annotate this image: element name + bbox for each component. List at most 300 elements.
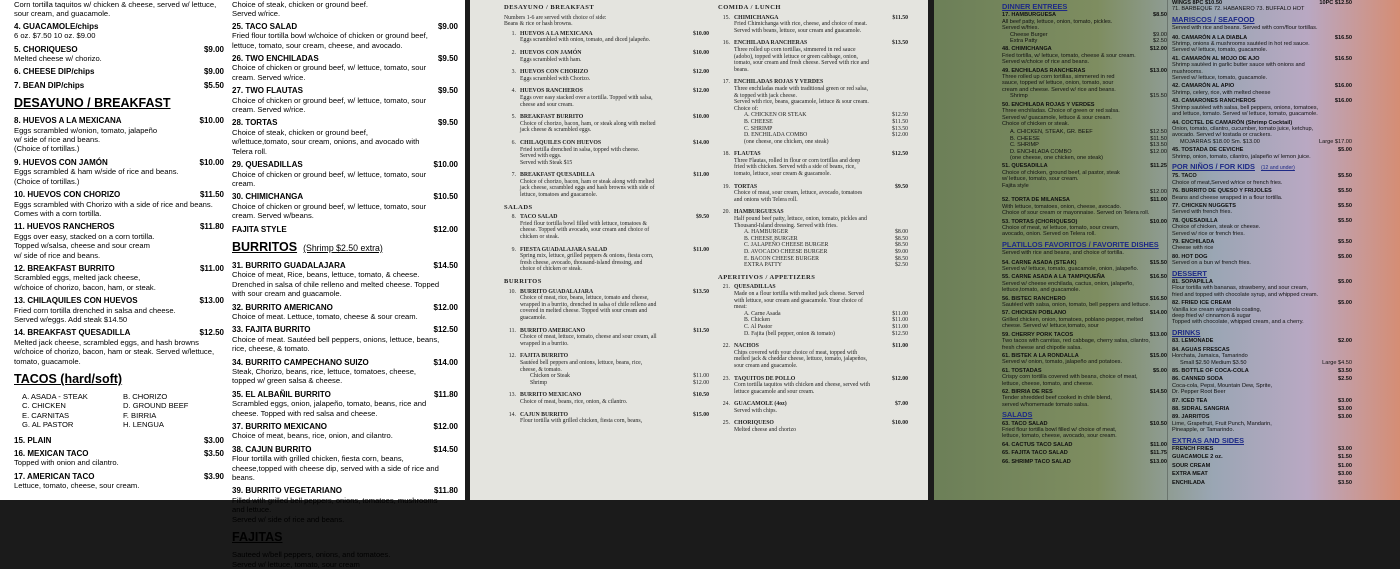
item-price: $3.00	[1338, 445, 1352, 452]
item-description: Chips covered with your choice of meat, topped with melted jack & cheddar cheese, lettuce, tomato, jalapeños, sour cream and guacamole.	[734, 349, 868, 369]
section-heading	[1172, 14, 1352, 24]
menu-item	[232, 118, 458, 156]
option-price: $9.00	[1153, 31, 1167, 38]
item-price: $5.00	[1338, 253, 1352, 260]
option-name: D. ENCHILADA COMBO	[1010, 148, 1072, 155]
menu-item	[504, 88, 709, 108]
menu-item	[1002, 12, 1167, 44]
item-name: 29. QUESADILLAS	[232, 160, 303, 170]
item-name: BURRITO AMERICANO	[520, 327, 586, 334]
section-title: POR NIÑOS / FOR KIDS	[1172, 161, 1255, 171]
option-name: EXTRA PATTY	[744, 262, 782, 269]
item-price: $10.00	[693, 30, 709, 37]
menu-item	[504, 392, 709, 405]
item-description: Melted jack cheese, scrambled eggs, and hash browns w/choice of chorizo, bacon, ham or steak. Served w/lettuce, tomato, guacamole.	[14, 337, 215, 366]
menu-column	[504, 0, 709, 500]
item-description: Grilled chicken, onion, tomatoes, poblano pepper, melted cheese. Served w/ lettuce,tomato, sour	[1002, 316, 1144, 330]
item-price: $10.50	[433, 192, 458, 202]
item-name: 48. CHIMICHANGA	[1002, 46, 1052, 53]
item-name: 55. CARNE ASADA A LA TAMPIQUEÑA	[1002, 274, 1105, 281]
item-description: Eggs scrambled with Chorizo.	[520, 75, 591, 82]
item-description: Choice of meat. Lettuce, tomato, cheese & sour cream.	[232, 311, 418, 321]
section-title: BURRITOS	[232, 239, 298, 254]
menu-item	[232, 160, 458, 188]
item-description: Choice of chorizo, bacon, ham or steak along with melted jack cheese, scrambled eggs and hash browns with side of lettuce, tomatoes and guacamole.	[520, 178, 655, 199]
section-heading	[718, 5, 908, 12]
option-name: D. Fajita (bell pepper, onion & tomato)	[744, 330, 835, 337]
menu-item	[1172, 279, 1352, 298]
item-name: 59. CHERRY PORK TACOS	[1002, 331, 1074, 338]
item-name: 12. BREAKFAST BURRITO	[14, 263, 115, 273]
item-name: CAJUN BURRITO	[520, 411, 569, 418]
item-price: $3.00	[1338, 414, 1352, 421]
menu-item	[504, 214, 709, 240]
item-name: 41. CAMARÓN AL MOJO DE AJO	[1172, 55, 1260, 62]
option-name: D. AVOCADO CHEESE BURGER	[744, 249, 828, 255]
menu-item	[718, 284, 908, 337]
item-description: Two tacos with carnitas, red cabbage, cherry salsa, cilantro, fresh cheese and chipotle salsa.	[1002, 338, 1150, 351]
option-name: Cheese Burger	[1010, 31, 1048, 38]
menu-item	[504, 172, 709, 198]
menu-item	[1172, 56, 1352, 82]
item-name: 61. BISTEK A LA RONDALLA	[1002, 352, 1079, 359]
item-price: $9.00	[203, 67, 224, 77]
item-name: 35. EL ALBAÑIL BURRITO	[232, 389, 331, 399]
item-name: BURRITO MEXICANO	[520, 392, 582, 399]
menu-item	[14, 296, 224, 324]
section-note: Sauteed w/bell peppers, onions, and tomatoes. Served w/ lettuce, tomato, sour cream	[232, 550, 391, 569]
menu-item	[1002, 310, 1167, 329]
item-description: Sautéed with salsa, onion, tomato, bell peppers and lettuce.	[1002, 302, 1151, 309]
section-title: DESSERT	[1172, 268, 1207, 278]
item-description: Flour tortilla with grilled chicken, fiesta corn, beans, cheese,topped with cheese dip, served with a side of rice and beans.	[232, 454, 439, 483]
item-name: TACO SALAD	[520, 214, 558, 221]
menu-item	[504, 289, 709, 322]
item-description: Eggs scrambled w/onion, tomato, jalapeño w/ side of rice and beans. (Choice of tortillas.)	[14, 125, 158, 154]
option-name: A. CHICKEN, STEAK, GR. BEEF	[1010, 129, 1093, 136]
item-name: EXTRA MEAT	[1172, 471, 1208, 478]
option-price: $2.50	[1153, 38, 1167, 45]
item-name: 75. TACO	[1172, 173, 1197, 180]
item-description: Three enchiladas made with traditional green or red salsa, & topped with jack cheese. Served with rice, beans, guacamole, lettuce & sour cream. Choice of:	[734, 85, 869, 112]
item-description: Served w/ onion, tomato, jalapeño and potatoes.	[1002, 359, 1123, 366]
menu-item	[1172, 463, 1352, 469]
option-name: C. JALAPEÑO CHEESE BURGER	[744, 242, 829, 249]
item-name: NACHOS	[734, 343, 759, 350]
item-number: 8.	[511, 214, 516, 221]
item-description: Eggs scrambled with ham.	[520, 56, 582, 63]
option-name: Shrimp	[1010, 93, 1028, 100]
item-price: $12.50	[433, 325, 458, 335]
item-name: 79. ENCHILADA	[1172, 239, 1215, 245]
item-name: 83. LEMONADE	[1172, 338, 1214, 345]
menu-item	[232, 192, 458, 220]
menu-item	[718, 184, 908, 204]
item-number: 1.	[511, 30, 516, 37]
item-price: $10.00	[199, 157, 224, 167]
menu-item	[1172, 376, 1352, 395]
option-price: $8.50	[894, 235, 908, 242]
item-number: 15.	[722, 14, 730, 21]
section-title: DRINKS	[1172, 327, 1201, 337]
item-name: 9. HUEVOS CON JAMÓN	[14, 157, 108, 167]
item-name: WINGS 8PC $10.50	[1172, 0, 1223, 6]
section-heading	[504, 279, 709, 286]
item-description: Three Flautas, rolled in flour or corn tortillas and deep fried with chicken. Served with a side of beans, rice, tomato, lettuce, sour cream & guacamole.	[734, 157, 861, 178]
section-heading	[1002, 239, 1167, 249]
item-price: $10.00	[892, 420, 908, 427]
meat-option: A. ASADA - STEAK	[22, 392, 88, 401]
menu-item	[504, 140, 709, 166]
option-name: Chicken or Steak	[530, 373, 570, 380]
item-name: FRENCH FRIES	[1172, 445, 1214, 452]
menu-item	[718, 209, 908, 268]
item-name: FAJITA STYLE	[232, 224, 287, 234]
item-price: $3.90	[203, 471, 224, 481]
section-title: FAJITAS	[232, 530, 283, 545]
item-name: 50. ENCHILADA ROJAS Y VERDES	[1002, 101, 1095, 108]
item-price: $11.50	[693, 327, 709, 334]
menu-column	[718, 0, 908, 500]
item-price: $12.50	[892, 151, 908, 158]
item-name: 32. BURRITO AMERICANO	[232, 302, 333, 312]
item-price: $5.50	[203, 80, 224, 90]
item-name: 31. BURRITO GUADALAJARA	[232, 260, 346, 270]
item-description: Served w/ cheese enchilada, cactus, onion, jalapeño, lettuce,tomato, and guacamole.	[1002, 280, 1134, 294]
option-name: A. Carne Asada	[744, 310, 781, 317]
item-description: Scrambled eggs, melted jack cheese, w/choice of chorizo, bacon, ham, or steak.	[14, 273, 156, 292]
menu-item	[1172, 147, 1352, 160]
menu-item	[504, 31, 709, 44]
item-number: 25.	[722, 420, 730, 427]
item-price: $3.00	[1338, 397, 1352, 404]
section-title: MARISCOS / SEAFOOD	[1172, 14, 1255, 24]
item-name: FIESTA GUADALAJARA SALAD	[520, 246, 608, 253]
item-name: 38. CAJUN BURRITO	[232, 444, 312, 454]
item-price: $9.00	[437, 21, 458, 31]
option-name: B. CHEESE	[744, 118, 773, 125]
option-name: B. CHEESE BURGER	[744, 235, 798, 242]
item-number: 17.	[722, 79, 730, 86]
option-name: C. Al Pastor	[744, 323, 773, 330]
menu-item	[14, 436, 224, 445]
item-price: $5.00	[1338, 300, 1352, 307]
section-note: Served with rice and beans, and choice of tortilla.	[1002, 250, 1124, 257]
section-title: PLATILLOS FAVORITOS / FAVORITE DISHES	[1002, 239, 1159, 249]
menu-item	[504, 328, 709, 348]
option-name: Small $2.50 Medium $3.50	[1180, 359, 1247, 366]
item-name: 87. ICED TEA	[1172, 397, 1208, 404]
item-name: 26. TWO ENCHILADAS	[232, 54, 319, 64]
section-title: TACOS (hard/soft)	[14, 372, 123, 386]
item-name: 49. ENCHILADAS RANCHERAS	[1002, 67, 1086, 74]
option-name: A. CHICKEN OR STEAK	[744, 112, 807, 119]
item-name: FLAUTAS	[734, 151, 761, 158]
item-number: 10.	[508, 288, 516, 295]
item-name: 44. COCTEL DE CAMARÓN (Shrimp Cocktail)	[1172, 119, 1293, 126]
item-number: 22.	[722, 343, 730, 350]
item-name: 5. CHORIQUESO	[14, 44, 78, 54]
item-number: 6.	[511, 139, 516, 146]
section-heading	[1002, 412, 1167, 418]
item-number: 2.	[511, 49, 516, 56]
option-name: (one cheese, one chicken, one steak)	[744, 138, 829, 145]
option-price: $12.00	[892, 132, 908, 139]
menu-item	[1002, 197, 1167, 216]
section-heading	[232, 530, 458, 545]
item-price: $11.80	[199, 222, 224, 232]
item-description: Choice of chorizo, bacon, ham, or steak along with melted jack cheese & scrambled eggs.	[520, 120, 656, 134]
item-price: $10.00	[693, 114, 709, 121]
menu-item	[1002, 332, 1167, 351]
section-title: EXTRAS AND SIDES	[1172, 435, 1245, 445]
menu-item	[1172, 446, 1352, 452]
item-price: $12.50	[199, 328, 224, 338]
option-price: $13.50	[1149, 142, 1167, 149]
item-price: $11.75	[1150, 450, 1167, 457]
item-price: $11.80	[433, 486, 458, 496]
menu-item	[14, 328, 224, 366]
item-name: 82. FRIED ICE CREAM	[1172, 300, 1232, 307]
item-name: ENCHILADAS ROJAS Y VERDES	[734, 79, 824, 86]
section-heading	[1172, 327, 1352, 337]
item-name: 6. CHEESE DIP/chips	[14, 67, 95, 77]
item-number: 12.	[508, 353, 516, 360]
item-price: $15.50	[1149, 259, 1167, 266]
section-title: DESAYUNO / BREAKFAST	[504, 4, 595, 11]
item-description: Served w/ lettuce, tomato, guacamole, onion, jalapeño.	[1002, 266, 1139, 273]
menu-item	[14, 472, 224, 491]
item-description: Shrimp, onions & mushrooms sautéed in hot red sauce. Served w/ lettuce, tomato, guacamole.	[1172, 41, 1310, 54]
section-note: (Shrimp $2.50 extra)	[303, 242, 383, 253]
item-number: 7.	[511, 172, 516, 179]
item-description: Three rolled up corn tortillas, simmered in red sauce, topped w/ lettuce, onion, tomato, sour cream and cheese. Served w/ rice and beans.	[1002, 74, 1116, 93]
item-description: Steak, Chorizo, beans, rice, lettuce, tomatoes, cheese, topped w/ green salsa & cheese.	[232, 367, 417, 386]
item-description: All beef patty, lettuce, onion, tomato, pickles. Served w/fries.	[1002, 18, 1113, 32]
item-name: 4. GUACAMOLE/chips	[14, 21, 99, 31]
menu-item	[1172, 239, 1352, 252]
item-price: $12.00	[1149, 46, 1167, 53]
item-description: Half pound beef patty, lettuce, onion, tomato, pickles and Thousand-Island dressing. Served with fries.	[734, 216, 867, 229]
item-description: Served on a bun w/ french fries.	[1172, 260, 1251, 267]
option-price: $11.50	[892, 118, 908, 125]
menu-item	[1172, 300, 1352, 326]
option-price: $2.50	[894, 262, 908, 269]
item-name: 52. TORTA DE MILANESA	[1002, 197, 1070, 204]
item-number: 14.	[508, 411, 516, 418]
menu-item	[1002, 68, 1167, 100]
item-price: $13.50	[693, 288, 709, 295]
item-name: 10. HUEVOS CON CHORIZO	[14, 190, 121, 200]
option-price: $12.50	[892, 330, 908, 337]
item-price: $12.00	[693, 69, 709, 76]
item-description: Eggs scrambled with Chorizo with a side of rice and beans. Comes with a corn tortilla.	[14, 199, 213, 218]
menu-item	[232, 422, 458, 441]
item-name: 53. TORTAS (CHORIQUESO)	[1002, 218, 1078, 225]
item-description: Eggs over easy stacked over a tortilla. Topped with salsa, cheese and sour cream.	[520, 94, 653, 108]
item-price: $14.50	[433, 260, 458, 270]
column-divider	[1167, 0, 1168, 500]
item-description: 6 oz. $7.50 10 oz. $9.00	[14, 31, 96, 41]
item-name: 66. SHRIMP TACO SALAD	[1002, 458, 1071, 465]
item-description: Sautéed bell peppers and onions, lettuce, beans, rice, cheese, & tomato.	[520, 359, 643, 373]
item-number: 20.	[722, 209, 730, 216]
menu-item	[1172, 454, 1352, 460]
item-description: Beans and cheese wrapped in a flour tortilla.	[1172, 194, 1283, 201]
item-name: 30. CHIMICHANGA	[232, 192, 304, 202]
item-price: $3.00	[1338, 471, 1352, 478]
item-name: HUEVOS CON CHORIZO	[520, 69, 589, 76]
item-name: 57. CHICKEN POBLANO	[1002, 310, 1067, 317]
option-price: $12.00	[693, 379, 709, 386]
menu-item	[232, 325, 458, 353]
item-description: Eggs scrambled with onion, tomato, and diced jalapeño.	[520, 37, 651, 44]
item-name: 43. CAMARONES RANCHEROS	[1172, 98, 1256, 105]
item-description: Fried tortilla, w/ lettuce, tomato, cheese & sour cream. Served w/choice of rice and beans.	[1002, 52, 1136, 66]
item-name: 14. BREAKFAST QUESADILLA	[14, 328, 131, 338]
menu-column	[232, 0, 458, 569]
item-description: Choice of chicken, steak or cheese. Served w/ rice or french fries.	[1172, 224, 1261, 237]
taco-meat-options	[22, 392, 224, 430]
item-price: $1.50	[1338, 454, 1352, 461]
item-number: 24.	[722, 401, 730, 408]
option-price: $8.50	[894, 255, 908, 262]
menu-item	[14, 158, 224, 186]
menu-item	[14, 22, 224, 41]
item-price: $5.00	[1153, 367, 1167, 374]
item-name: 64. CACTUS TACO SALAD	[1002, 441, 1073, 448]
menu-item	[718, 343, 908, 369]
item-price: $3.50	[1338, 479, 1352, 486]
item-price: $11.00	[1150, 441, 1167, 448]
item-description: Fried flour tortilla bowl filled with lettuce, tomatoes & cheese. Topped with avocado, sour cream and choice of chicken or steak.	[520, 220, 650, 241]
item-description: With lettuce, tomatoes, onion, cheese, avocado. Choice of sour cream or mayonnaise. Served on Telera roll.	[1002, 203, 1150, 217]
option-price: $12.50	[1149, 129, 1167, 136]
item-name: QUESADILLAS	[734, 284, 776, 291]
menu-item	[504, 353, 709, 386]
menu-item	[14, 190, 224, 218]
item-price: $14.50	[433, 444, 458, 454]
item-description: Melted cheese w/ chorizo.	[14, 54, 102, 64]
menu-item	[14, 81, 224, 90]
item-number: 16.	[722, 40, 730, 47]
section-note: (12 and under)	[1260, 164, 1295, 171]
section-heading	[14, 96, 224, 111]
meat-option: F. BIRRIA	[123, 410, 157, 420]
menu-item	[504, 114, 709, 134]
menu-item	[232, 261, 458, 299]
menu-item	[1172, 203, 1352, 216]
menu-item	[232, 303, 458, 322]
item-number: 3.	[511, 69, 516, 76]
item-description: Choice of chicken or ground beef, w/ lettuce, tomato, sour cream. Served w/beans.	[232, 201, 427, 221]
item-price: $11.00	[693, 172, 709, 179]
meat-option: B. CHORIZO	[123, 392, 168, 401]
menu-item	[504, 69, 709, 82]
item-price: $13.50	[892, 40, 908, 47]
item-price: $15.00	[693, 411, 709, 418]
option-price: $11.50	[1150, 135, 1167, 142]
menu-item	[1002, 274, 1167, 293]
menu-item	[232, 54, 458, 82]
item-description: Fried tortilla drenched in salsa, topped with cheese. Served with eggs. Served with Steak $15	[520, 146, 640, 166]
menu-item	[1172, 406, 1352, 412]
menu-item	[232, 22, 458, 50]
item-price: $11.25	[1150, 163, 1167, 170]
item-price: $15.00	[1149, 352, 1167, 359]
menu-item	[1002, 421, 1167, 440]
option-price: $12.00	[1149, 148, 1167, 155]
menu-item	[1172, 338, 1352, 344]
item-description: Choice of meat, w/ lettuce, tomato, sour cream, avocado, onion. Served on Telera roll.	[1002, 225, 1120, 238]
section-title: COMIDA / LUNCH	[718, 4, 781, 11]
menu-item	[718, 420, 908, 433]
item-number: 11.	[508, 327, 516, 334]
item-name: TORTAS	[734, 183, 758, 190]
option-name: E. BACON CHEESE BURGER	[744, 255, 820, 262]
option-name: D. ENCHILADA COMBO	[744, 132, 808, 139]
item-name: 39. BURRITO VEGETARIANO	[232, 486, 342, 496]
option-name: MOJARRAS $18.00 Sm. $13.00	[1180, 138, 1260, 145]
item-description: Filled with grilled bell peppers, onions, tomatoes, mushrooms and lettuce. Served w/ side of rice and beans.	[232, 495, 438, 524]
item-price: $12.00	[892, 375, 908, 382]
item-price: $2.50	[1338, 376, 1352, 383]
option-name: B. Chicken	[744, 317, 771, 324]
item-price: $5.50	[1338, 239, 1352, 245]
item-price: $11.50	[892, 14, 908, 21]
item-name: GUACAMOLE 2 oz.	[1172, 454, 1223, 461]
section-heading	[718, 275, 908, 282]
item-name: BURRITO GUADALAJARA	[520, 288, 594, 295]
menu-photo-center	[470, 0, 928, 500]
item-name: 17. AMERICAN TACO	[14, 471, 95, 481]
item-description: Onion, tomato, cilantro, cucumber, tomato juice, ketchup, avocado. Served w/ tostada or crackers.	[1172, 125, 1314, 139]
item-name: 7. BEAN DIP/chips	[14, 80, 85, 90]
item-name: ENCHILADA	[1172, 479, 1205, 486]
option-price: $8.50	[894, 242, 908, 249]
item-description: Shrimp sautéed in garlic butter sauce with onions and mushrooms. Served w/ lettuce, tomato, guacamole.	[1172, 62, 1305, 82]
menu-item	[14, 116, 224, 154]
item-price: $12.00	[433, 422, 458, 432]
option-price: $8.00	[894, 229, 908, 236]
item-price: $16.00	[1334, 98, 1352, 105]
item-name: 80. HOT DOG	[1172, 253, 1208, 260]
item-price: $14.00	[1149, 310, 1167, 317]
item-price: $13.00	[1149, 458, 1167, 465]
item-price: $3.00	[203, 435, 224, 445]
item-price: $11.80	[433, 389, 458, 399]
section-note: Numbers 1-6 are served with choice of side: Beans & rice or hash browns.	[504, 14, 607, 28]
item-description: 71. BARBEQUE 72. HABANERO 73. BUFFALO HOT	[1172, 6, 1305, 13]
menu-item	[14, 45, 224, 64]
item-description: Choice of chicken or ground beef, w/ lettuce, tomato, sour cream. Served w/rice.	[232, 95, 427, 115]
item-description: Crispy corn tortilla covered with beans, choice of meat, lettuce, cheese, tomato, and cheese.	[1002, 374, 1138, 387]
menu-item	[1002, 442, 1167, 448]
item-price: $9.50	[437, 118, 458, 128]
item-price: $16.50	[1149, 295, 1167, 302]
item-description: Choice of meat. Sautéed bell peppers, onions, lettuce, beans, rice, cheese, & tomato.	[232, 334, 440, 354]
menu-item	[232, 390, 458, 418]
section-heading	[1002, 4, 1167, 10]
option-name: Shrimp	[530, 379, 548, 386]
item-price: $8.50	[1153, 12, 1167, 19]
menu-item	[14, 67, 224, 76]
option-price: $9.00	[894, 249, 908, 255]
item-price: $10.00	[1149, 218, 1167, 225]
item-name: 25. TACO SALAD	[232, 21, 298, 31]
item-name: 56. BISTEC RANCHERO	[1002, 295, 1066, 302]
item-description: Eggs scrambled & ham w/side of rice and beans. (Choice of tortillas.)	[14, 167, 179, 186]
